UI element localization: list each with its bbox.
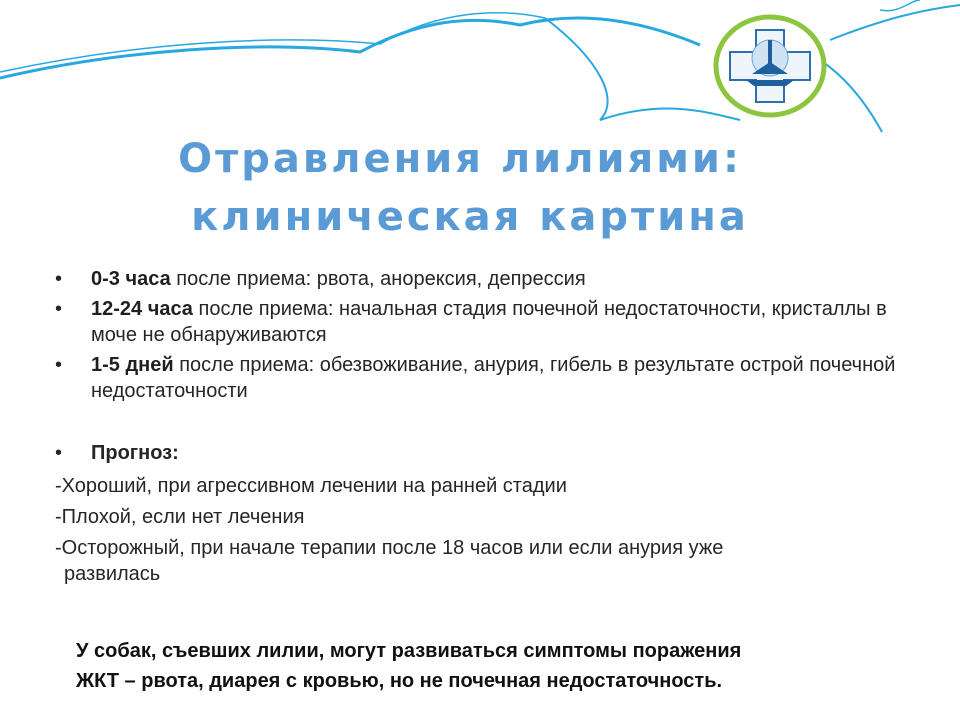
- time-range: 0-3 часа: [91, 268, 171, 290]
- prognosis-list: [55, 473, 915, 592]
- note-line: ЖКТ – рвота, диарея с кровью, но не почечная недостаточность.: [76, 670, 723, 692]
- time-range: 12-24 часа: [91, 298, 193, 320]
- slide-title-line1: Отравления лилиями:: [178, 136, 742, 182]
- dogs-note: [76, 636, 936, 696]
- symptom-text: после приема: обезвоживание, анурия, гибель в результате острой почечной недостаточности: [91, 354, 896, 402]
- list-item: [55, 352, 915, 404]
- prognosis-item: -Хороший, при агрессивном лечении на ранней стадии: [55, 475, 567, 497]
- note-line: У собак, съевших лилии, могут развиваться симптомы поражения: [76, 640, 742, 662]
- prognosis-item: [55, 535, 915, 587]
- prognosis-item-text: -Осторожный, при начале терапии после 18 часов или если анурия уже: [55, 537, 724, 559]
- bullet-icon: •: [55, 268, 63, 290]
- prognosis-label: Прогноз:: [91, 442, 179, 464]
- time-range: 1-5 дней: [91, 354, 174, 376]
- slide-title-line2: клиническая картина: [191, 194, 749, 240]
- list-item: [55, 296, 915, 348]
- prognosis-item-wrap: развилась: [64, 563, 161, 585]
- clinic-logo-icon: [712, 14, 828, 118]
- symptom-timeline-list: [55, 266, 915, 408]
- symptom-text: после приема: рвота, анорексия, депрессия: [170, 268, 586, 290]
- bullet-icon: •: [55, 442, 63, 464]
- prognosis-item: -Плохой, если нет лечения: [55, 506, 305, 528]
- bullet-icon: •: [55, 298, 63, 320]
- symptom-text: после приема: начальная стадия почечной недостаточности, кристаллы в моче не обнаруживаются: [91, 298, 887, 346]
- list-item: [55, 266, 915, 292]
- prognosis-heading: [55, 440, 179, 466]
- bullet-icon: •: [55, 354, 63, 376]
